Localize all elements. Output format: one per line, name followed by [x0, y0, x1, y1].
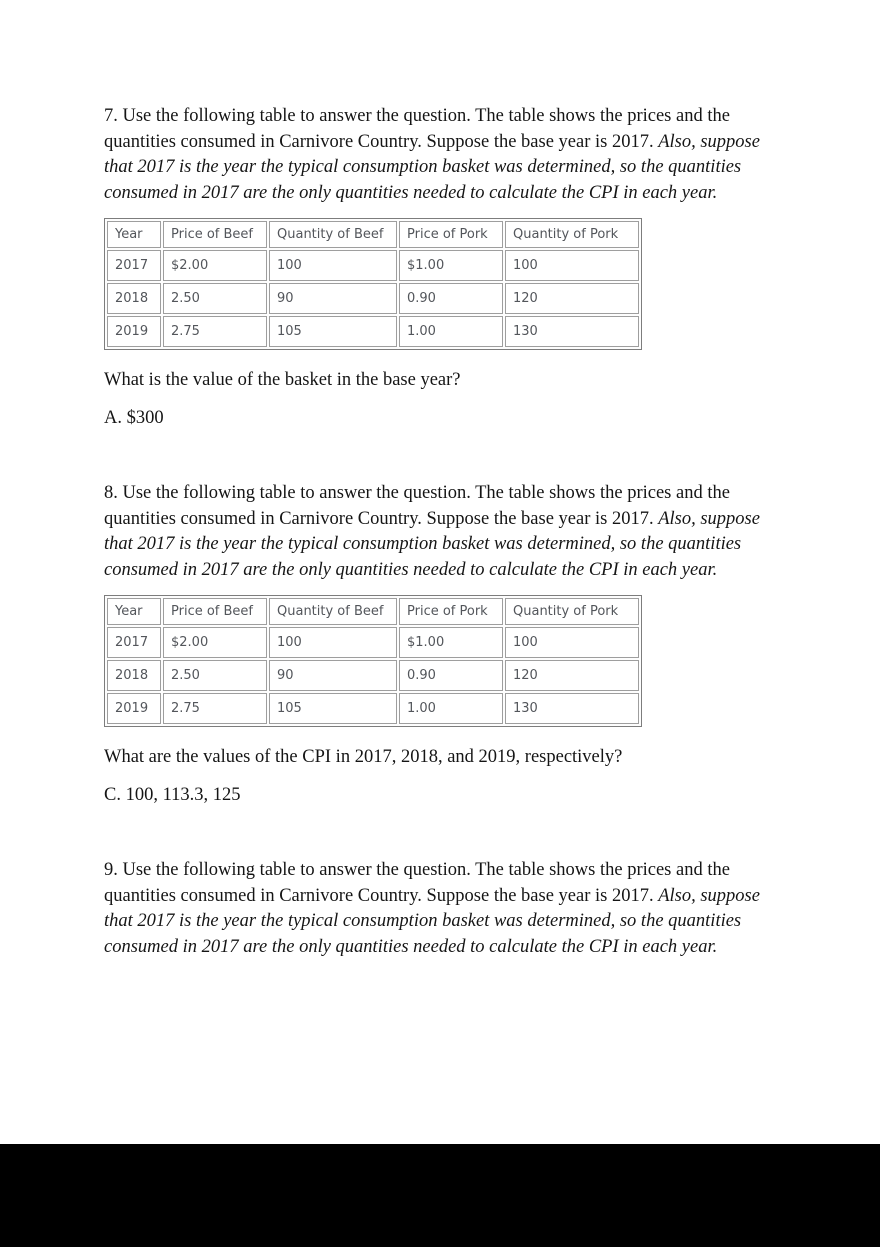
table-cell: 0.90 [399, 660, 503, 691]
table-cell: 1.00 [399, 316, 503, 347]
table-cell: 120 [505, 660, 639, 691]
table-cell: 2.75 [163, 316, 267, 347]
table-header-cell: Quantity of Pork [505, 598, 639, 625]
table-cell: 90 [269, 283, 397, 314]
question-7-text: What is the value of the basket in the base year? [104, 370, 461, 390]
table-row [107, 250, 639, 281]
question-7-intro [104, 104, 760, 206]
table-row [107, 693, 639, 724]
table-cell: 90 [269, 660, 397, 691]
table-cell: 100 [505, 627, 639, 658]
table-cell: 2019 [107, 316, 161, 347]
table-cell: $2.00 [163, 250, 267, 281]
table-cell: 2017 [107, 250, 161, 281]
table-header-row [107, 221, 639, 248]
question-8-intro-plain: 8. Use the following table to answer the question. The table shows the prices and the quantities consumed in Carnivore Country. Suppose the base year is 2017. [104, 483, 730, 529]
table-cell: 100 [505, 250, 639, 281]
cpi-table-q8 [104, 595, 642, 727]
table-cell: 120 [505, 283, 639, 314]
table-cell: $2.00 [163, 627, 267, 658]
table-cell: 2018 [107, 283, 161, 314]
bottom-black-bar [0, 1144, 880, 1247]
table-header-cell: Year [107, 598, 161, 625]
question-8-intro-italic: Also, suppose that 2017 is the year the typical consumption basket was determined, so the quantities consumed in 2017 are the only quantities needed to calculate the CPI in each year. [104, 508, 760, 580]
table-row [107, 627, 639, 658]
question-9-intro-plain: 9. Use the following table to answer the question. The table shows the prices and the quantities consumed in Carnivore Country. Suppose the base year is 2017. [104, 860, 730, 906]
table-header-cell: Quantity of Beef [269, 598, 397, 625]
table-cell: 2017 [107, 627, 161, 658]
question-8-intro [104, 481, 760, 583]
table-header-cell: Price of Pork [399, 221, 503, 248]
table-cell: 130 [505, 316, 639, 347]
question-8-answer: C. 100, 113.3, 125 [104, 784, 241, 805]
table-header-row [107, 598, 639, 625]
cpi-table-q7 [104, 218, 642, 350]
table-cell: 100 [269, 627, 397, 658]
table-cell: 105 [269, 316, 397, 347]
table-header-cell: Price of Beef [163, 598, 267, 625]
table-cell: 2.50 [163, 283, 267, 314]
table-cell: 2019 [107, 693, 161, 724]
table-header-cell: Price of Pork [399, 598, 503, 625]
table-row [107, 660, 639, 691]
question-9-intro-italic: Also, suppose that 2017 is the year the typical consumption basket was determined, so the quantities consumed in 2017 are the only quantities needed to calculate the CPI in each year. [104, 885, 760, 957]
question-7-intro-plain: 7. Use the following table to answer the question. The table shows the prices and the quantities consumed in Carnivore Country. Suppose the base year is 2017. [104, 106, 730, 152]
table-cell: 0.90 [399, 283, 503, 314]
table-cell: 100 [269, 250, 397, 281]
table-cell: 2.75 [163, 693, 267, 724]
table-header-cell: Quantity of Pork [505, 221, 639, 248]
table-cell: $1.00 [399, 250, 503, 281]
table-cell: 105 [269, 693, 397, 724]
table-header-cell: Price of Beef [163, 221, 267, 248]
question-7-intro-italic: Also, suppose that 2017 is the year the typical consumption basket was determined, so the quantities consumed in 2017 are the only quantities needed to calculate the CPI in each year. [104, 131, 760, 203]
table-cell: $1.00 [399, 627, 503, 658]
question-9-intro [104, 858, 760, 960]
question-8-text: What are the values of the CPI in 2017, 2018, and 2019, respectively? [104, 747, 623, 767]
table-cell: 2.50 [163, 660, 267, 691]
question-7-answer: A. $300 [104, 407, 164, 428]
table-header-cell: Quantity of Beef [269, 221, 397, 248]
table-cell: 2018 [107, 660, 161, 691]
table-cell: 1.00 [399, 693, 503, 724]
document-content [104, 104, 760, 972]
table-cell: 130 [505, 693, 639, 724]
table-row [107, 316, 639, 347]
table-row [107, 283, 639, 314]
table-header-cell: Year [107, 221, 161, 248]
